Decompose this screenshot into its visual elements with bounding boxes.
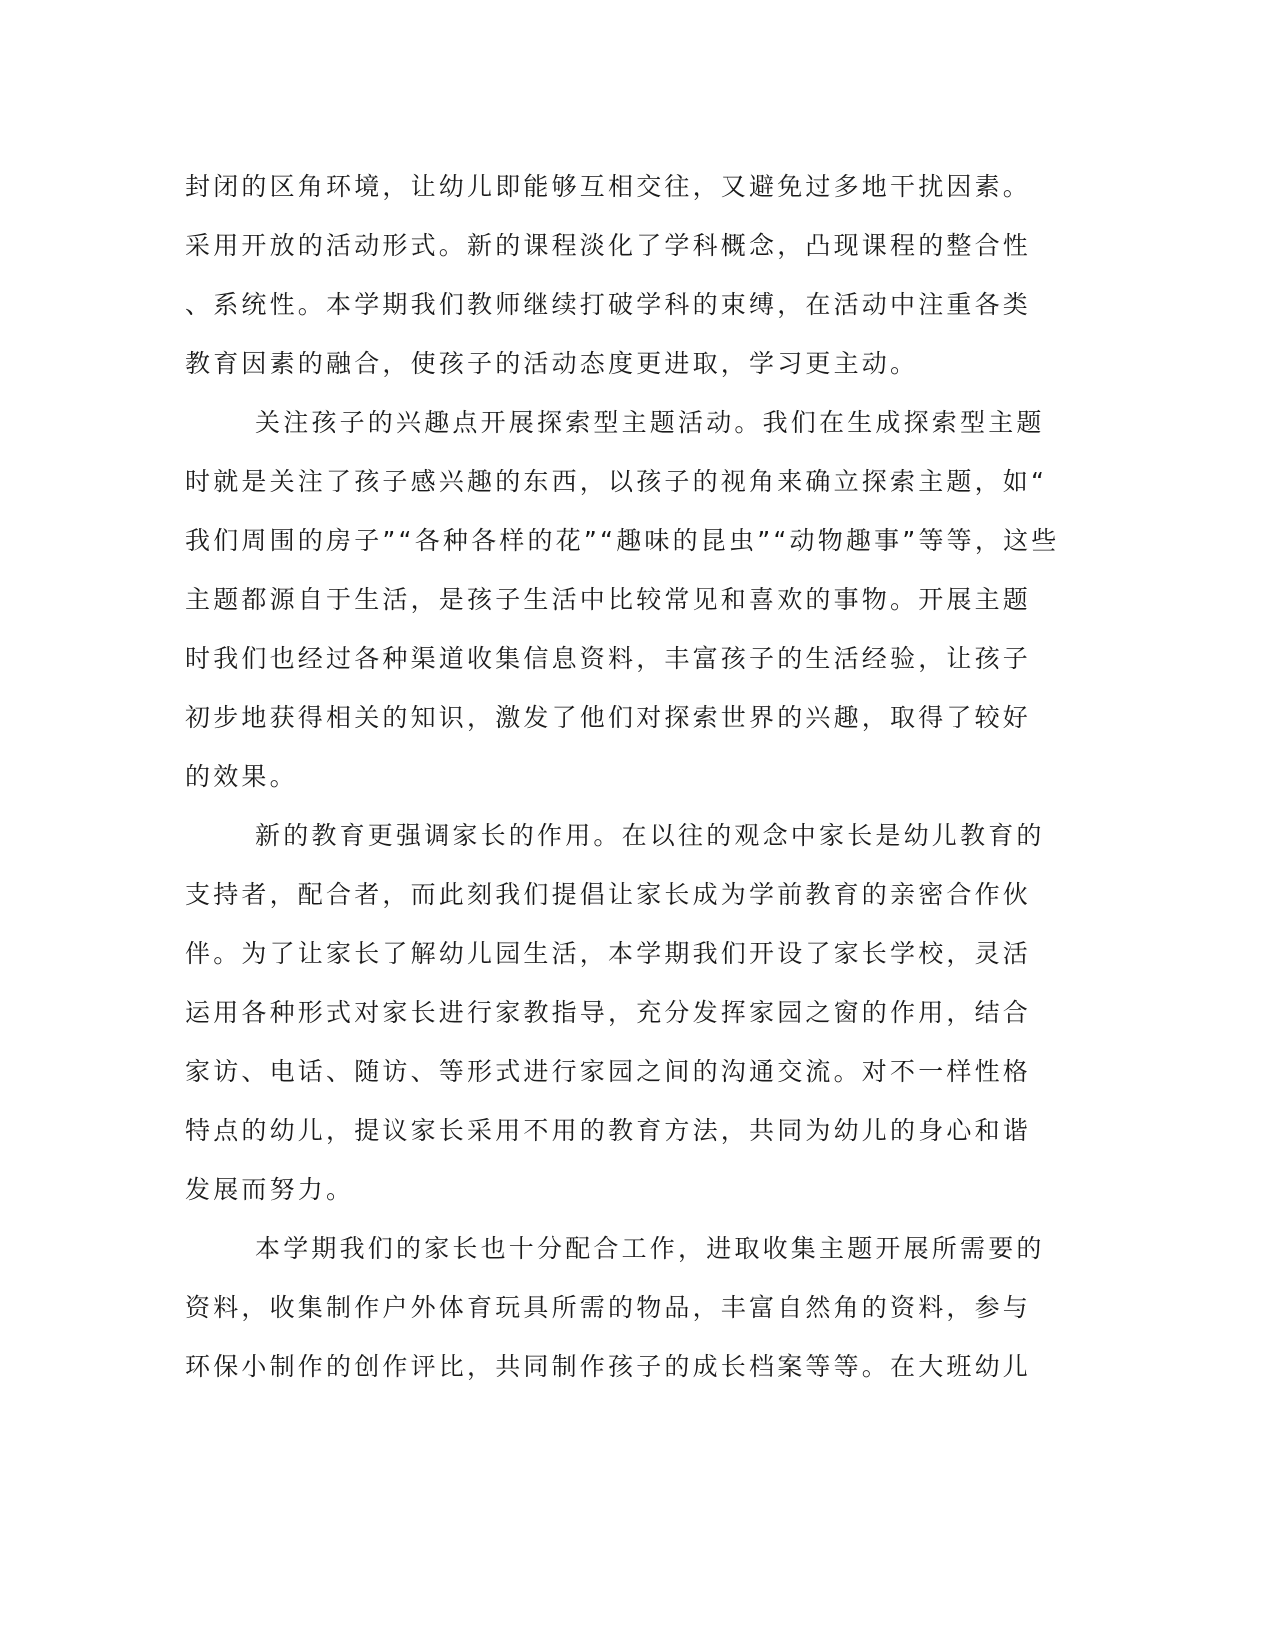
text-line: 教育因素的融合，使孩子的活动态度更进取，学习更主动。 [185, 349, 919, 378]
text-line: 时我们也经过各种渠道收集信息资料，丰富孩子的生活经验，让孩子 [185, 644, 1032, 673]
text-line: 采用开放的活动形式。新的课程淡化了学科概念，凸现课程的整合性 [185, 231, 1032, 260]
text-line: 运用各种形式对家长进行家教指导，充分发挥家园之窗的作用，结合 [185, 998, 1032, 1027]
paragraph-first-line: 本学期我们的家长也十分配合工作，进取收集主题开展所需要的 [255, 1234, 1045, 1263]
text-line: 时就是关注了孩子感兴趣的东西，以孩子的视角来确立探索主题，如“ [185, 467, 1048, 496]
text-line: 伴。为了让家长了解幼儿园生活，本学期我们开设了家长学校，灵活 [185, 939, 1032, 968]
text-line: 封闭的区角环境，让幼儿即能够互相交往，又避免过多地干扰因素。 [185, 172, 1032, 201]
paragraph-first-line: 新的教育更强调家长的作用。在以往的观念中家长是幼儿教育的 [255, 821, 1045, 850]
text-line: 的效果。 [185, 762, 298, 791]
paragraph-first-line: 关注孩子的兴趣点开展探索型主题活动。我们在生成探索型主题 [255, 408, 1045, 437]
text-line: 主题都源自于生活，是孩子生活中比较常见和喜欢的事物。开展主题 [185, 585, 1032, 614]
text-line: 我们周围的房子”“各种各样的花”“趣味的昆虫”“动物趣事”等等，这些 [185, 526, 1060, 555]
text-line: 环保小制作的创作评比，共同制作孩子的成长档案等等。在大班幼儿 [185, 1352, 1032, 1381]
text-line: 特点的幼儿，提议家长采用不用的教育方法，共同为幼儿的身心和谐 [185, 1116, 1032, 1145]
text-line: 资料，收集制作户外体育玩具所需的物品，丰富自然角的资料，参与 [185, 1293, 1032, 1322]
text-line: 、系统性。本学期我们教师继续打破学科的束缚，在活动中注重各类 [185, 290, 1032, 319]
text-line: 发展而努力。 [185, 1175, 355, 1204]
text-line: 初步地获得相关的知识，激发了他们对探索世界的兴趣，取得了较好 [185, 703, 1032, 732]
text-line: 家访、电话、随访、等形式进行家园之间的沟通交流。对不一样性格 [185, 1057, 1032, 1086]
document-body [185, 157, 1065, 1396]
text-line: 支持者，配合者，而此刻我们提倡让家长成为学前教育的亲密合作伙 [185, 880, 1032, 909]
